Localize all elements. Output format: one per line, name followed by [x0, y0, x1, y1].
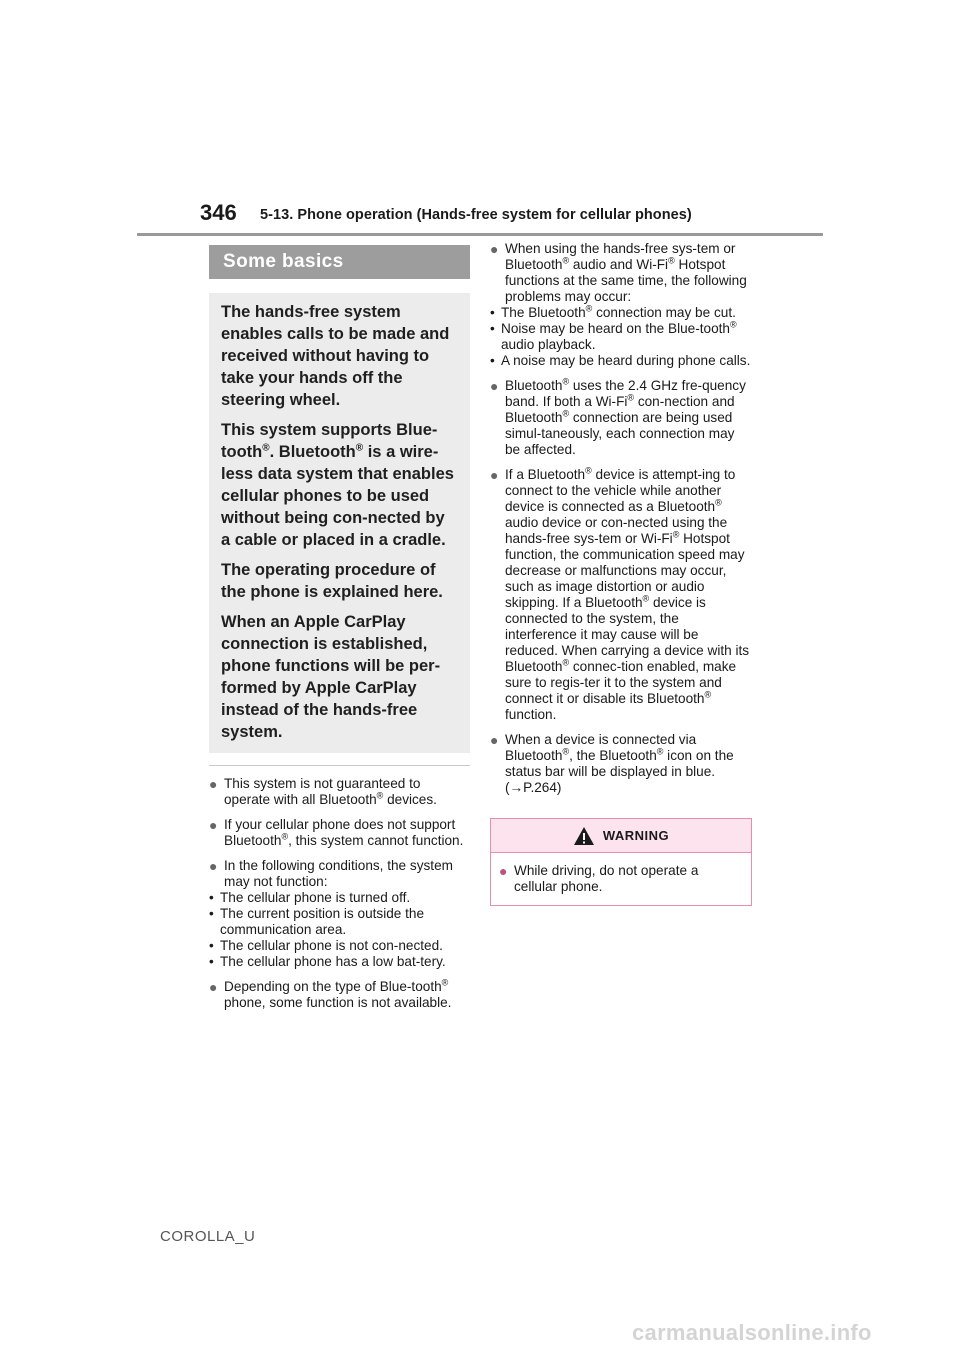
intro-paragraph: The operating procedure of the phone is explained here.	[221, 561, 443, 601]
bullet-icon: ●	[499, 863, 508, 879]
bullet-icon: ●	[490, 467, 499, 483]
note-item: ● Depending on the type of Blue-tooth® phone, some function is not available.	[209, 977, 452, 1010]
bullet-icon: ●	[209, 776, 218, 792]
bullet-icon: ●	[209, 858, 218, 874]
note-item: ● When a device is connected via Bluetooth®, the Bluetooth® icon on the status bar will be displayed in blue. (→P.264)	[490, 732, 734, 795]
watermark: carmanualsonline.info	[632, 1320, 872, 1345]
arrow-icon: →	[509, 780, 524, 795]
note-item: ● When using the hands-free sys-tem or Bluetooth® audio and Wi-Fi® Hotspot functions at the same time, the following problems may occur: • The Bluetooth® connection may be cut. • Noise may be heard on the Blue-tooth® audio playback. • A noise may be heard during phone calls.	[490, 241, 751, 368]
divider	[209, 765, 470, 766]
warning-body	[491, 853, 751, 905]
warning-header	[491, 819, 751, 853]
intro-paragraph: When an Apple CarPlay connection is established, phone functions will be per-formed by Apple CarPlay instead of the hands-free system.	[221, 613, 441, 741]
bullet-icon: ●	[490, 378, 499, 394]
note-item: ● While driving, do not operate a cellular phone.	[499, 863, 699, 894]
list-item: • The cellular phone has a low bat-tery.	[209, 954, 446, 969]
topic-bar	[209, 245, 470, 279]
page-reference-link[interactable]: P.264)	[523, 780, 562, 795]
left-column	[209, 245, 470, 1020]
list-item: • The current position is outside the communication area.	[209, 906, 425, 937]
warning-title: WARNING	[602, 828, 670, 843]
right-column	[490, 241, 752, 906]
topic-title: Some basics	[223, 251, 344, 272]
bullet-icon: ●	[490, 732, 499, 748]
note-item: ● This system is not guaranteed to operate with all Bluetooth® devices.	[209, 776, 437, 807]
note-item: ● If a Bluetooth® device is attempt-ing to connect to the vehicle while another device is connected as a Bluetooth® audio device or con-nected using the hands-free sys-tem or Wi-Fi® Hotspot function, the communication speed may decrease or malfunctions may occur, such as image distortion or audio skipping. If a Bluetooth® device is connected to the system, the interference it may cause will be reduced. When carrying a device with its Bluetooth® connec-tion enabled, make sure to regis-ter it to the system and connect it or disable its Bluetooth® function.	[490, 465, 750, 722]
bullet-icon: ●	[490, 241, 499, 257]
basics-box	[209, 293, 470, 753]
intro-paragraph: This system supports Blue-tooth®. Bluetooth® is a wire-less data system that enables cellular phones to be used without being con-nected by a cable or placed in a cradle.	[221, 421, 454, 549]
list-item: • A noise may be heard during phone calls.	[490, 353, 751, 368]
page-number: 346	[200, 200, 237, 225]
bullet-icon: ●	[209, 817, 218, 833]
header-rule	[137, 233, 823, 236]
warning-box	[490, 818, 752, 906]
note-item: ● In the following conditions, the system may not function: • The cellular phone is turned off. • The current position is outside the communication area. • The cellular phone is not con-nected. • The cellular phone has a low bat-tery.	[209, 858, 470, 970]
note-item: ● If your cellular phone does not support Bluetooth®, this system cannot function.	[209, 817, 464, 848]
footer-model: COROLLA_U	[160, 1228, 256, 1245]
list-item: • The Bluetooth® connection may be cut.	[490, 303, 736, 320]
note-item: ● Bluetooth® uses the 2.4 GHz fre-quency band. If both a Wi-Fi® con-nection and Bluetooth® connection are being used simul-taneously, each connection may be affected.	[490, 376, 746, 457]
bullet-icon: ●	[209, 979, 218, 995]
intro-paragraph: The hands-free system enables calls to be made and received without having to take your hands off the steering wheel.	[221, 303, 450, 409]
warning-triangle-icon	[573, 826, 595, 846]
section-title: 5-13. Phone operation (Hands-free system for cellular phones)	[260, 207, 692, 223]
list-item: • Noise may be heard on the Blue-tooth® audio playback.	[490, 319, 737, 352]
list-item: • The cellular phone is turned off.	[209, 890, 411, 905]
list-item: • The cellular phone is not con-nected.	[209, 938, 443, 953]
